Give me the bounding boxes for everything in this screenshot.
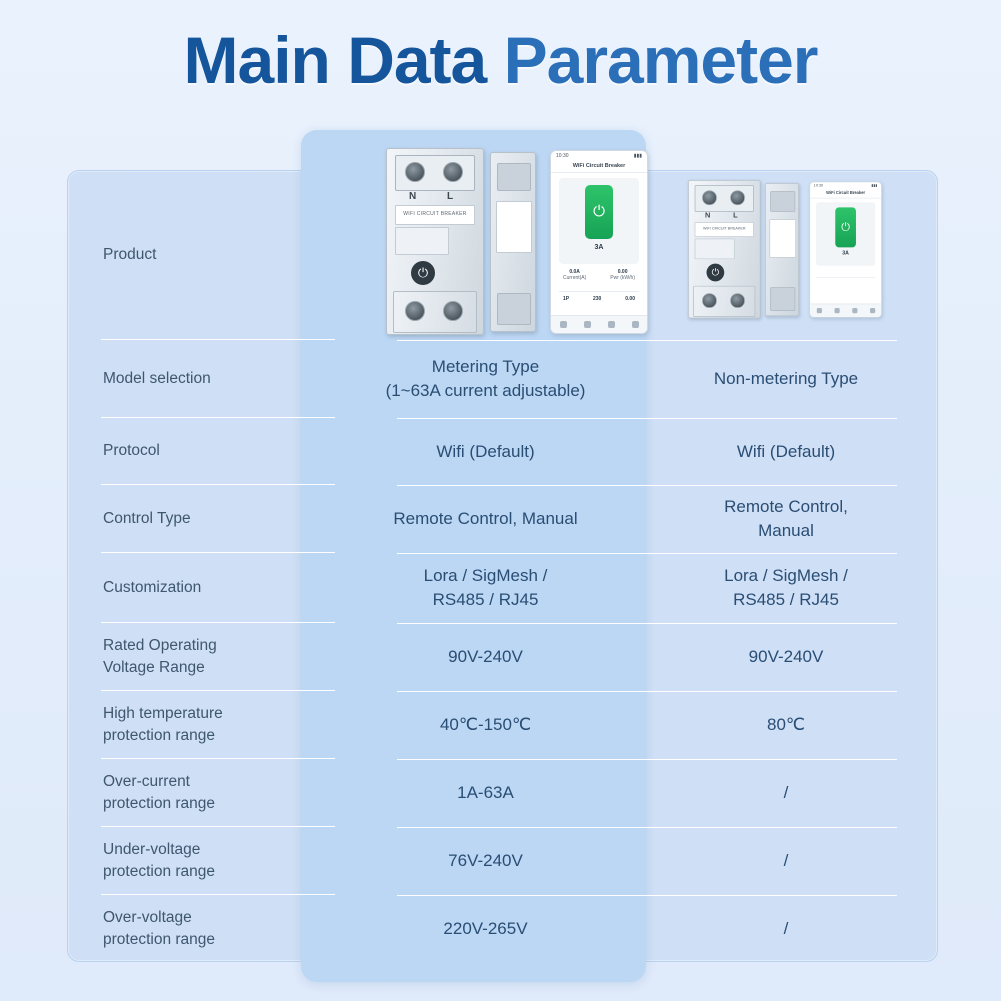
settings-icon[interactable] (632, 321, 639, 328)
phone-metrics-row-2 (551, 296, 647, 302)
table-row (67, 827, 936, 895)
table-row (67, 340, 936, 418)
row-value-metering-text: 90V-240V (448, 647, 523, 667)
value-divider (667, 553, 897, 554)
value-divider (397, 340, 699, 341)
settings-icon[interactable] (870, 308, 875, 313)
row-label (67, 827, 335, 895)
page-title-part2: Parameter (503, 23, 818, 97)
phone-metric-value: 0.00 (617, 268, 628, 275)
brand-strip-text: WIFI CIRCUIT BREAKER (703, 226, 746, 232)
side-clip (497, 163, 531, 191)
timer-icon[interactable] (852, 308, 857, 313)
row-value-non-metering-text: / (783, 851, 789, 871)
phone-app-title: WiFi Circuit Breaker (826, 190, 866, 196)
side-label (496, 201, 532, 253)
row-value-non-metering-text: Non-metering Type (713, 369, 859, 389)
phone-metric (593, 296, 601, 302)
value-divider (397, 418, 699, 419)
table-row (67, 623, 936, 691)
brand-strip (695, 222, 754, 237)
row-label (67, 759, 335, 827)
chart-icon[interactable] (834, 308, 839, 313)
row-value-metering (335, 691, 636, 759)
table-row (67, 691, 936, 759)
value-divider (667, 623, 897, 624)
terminal-hole (405, 162, 425, 182)
row-value-metering-text: Metering Type (1~63A current adjustable) (385, 357, 586, 400)
row-value-non-metering (636, 691, 936, 759)
row-value-metering-text: Wifi (Default) (436, 441, 535, 461)
value-divider (667, 340, 897, 341)
row-value-metering (335, 895, 636, 963)
terminal-hole (702, 293, 717, 308)
row-value-metering (335, 759, 636, 827)
side-clip (770, 191, 795, 212)
table-row (67, 759, 936, 827)
info-strip (695, 238, 735, 259)
page-title (0, 22, 1001, 98)
phone-status-icons: ▮▮▮ (633, 152, 642, 159)
row-value-metering (335, 553, 636, 623)
row-value-metering-text: Lora / SigMesh / RS485 / RJ45 (423, 566, 548, 609)
app-phone-non-metering (809, 181, 882, 317)
value-divider (397, 827, 699, 828)
terminal-label-l: L (447, 191, 454, 202)
row-value-non-metering-text: Lora / SigMesh / RS485 / RJ45 (724, 566, 848, 609)
value-divider (397, 895, 699, 896)
row-label (67, 895, 335, 963)
phone-metric-value: 0.0A (569, 268, 580, 275)
phone-status-bar (551, 153, 647, 159)
timer-icon[interactable] (608, 321, 615, 328)
row-value-non-metering (636, 759, 936, 827)
terminal-hole (405, 301, 425, 321)
row-value-metering-text: Remote Control, Manual (393, 509, 578, 529)
row-label (67, 623, 335, 691)
phone-metric-label: Pwr (kW/h) (610, 274, 635, 281)
phone-metric-value: 1P (562, 295, 570, 302)
value-divider (397, 691, 699, 692)
row-label-text: Control Type (103, 509, 191, 527)
terminal-hole (443, 301, 463, 321)
row-value-non-metering (636, 553, 936, 623)
value-divider (667, 485, 897, 486)
breaker-side-profile-metering (490, 152, 536, 332)
phone-metric (610, 269, 635, 281)
terminal-hole (702, 190, 717, 205)
row-label-text: Protocol (103, 442, 160, 460)
app-phone-metering (550, 150, 648, 334)
row-label (67, 691, 335, 759)
phone-app-title: WiFi Circuit Breaker (572, 162, 626, 169)
phone-status-time: 10:30 (556, 152, 569, 159)
row-value-non-metering (636, 418, 936, 485)
phone-metric-label: Current(A) (562, 274, 587, 281)
terminal-label-l: L (733, 211, 738, 220)
phone-divider (559, 291, 639, 292)
phone-divider (551, 172, 647, 173)
terminal-label-n: N (409, 191, 417, 202)
row-label-text: Over-current protection range (103, 772, 216, 812)
phone-metrics-row (551, 269, 647, 281)
terminal-label-n: N (705, 211, 711, 220)
phone-divider (810, 197, 881, 198)
value-divider (667, 827, 897, 828)
side-clip (497, 293, 531, 325)
side-clip (770, 287, 795, 311)
phone-power-toggle[interactable]: ⏻ (835, 207, 856, 247)
home-icon[interactable] (816, 308, 821, 313)
brand-strip (395, 205, 475, 225)
phone-divider (816, 277, 875, 278)
row-value-metering (335, 418, 636, 485)
row-value-non-metering-text: 90V-240V (748, 647, 824, 667)
value-divider (667, 691, 897, 692)
value-divider (667, 895, 897, 896)
value-divider (397, 759, 699, 760)
row-label (67, 340, 335, 418)
table-row (67, 895, 936, 963)
breaker-side-profile-non-metering (765, 183, 799, 316)
row-label-text: Over-voltage protection range (103, 908, 216, 948)
row-label: Product (103, 245, 157, 263)
phone-metric (563, 269, 586, 281)
page-title-part1: Main Data (183, 23, 487, 97)
power-icon: ⏻ (707, 264, 725, 282)
row-value-non-metering-text: / (783, 919, 789, 939)
row-value-metering (335, 485, 636, 553)
row-value-metering-text: 40℃-150℃ (439, 715, 532, 735)
side-label (769, 219, 796, 257)
phone-nav-bar[interactable] (810, 303, 881, 316)
row-label (67, 553, 335, 623)
row-label-text: Customization (103, 578, 202, 596)
row-label-text: Rated Operating Voltage Range (103, 636, 217, 676)
row-label-text: Model selection (103, 369, 211, 387)
phone-status-bar (810, 183, 881, 187)
breaker-device-metering (386, 148, 484, 335)
brand-strip-text: WIFI CIRCUIT BREAKER (403, 211, 467, 217)
row-value-metering (335, 827, 636, 895)
phone-nav-bar[interactable] (551, 315, 647, 333)
phone-metric-value: 230 (593, 295, 602, 302)
row-value-metering-text: 1A-63A (457, 783, 514, 803)
product-image-non-metering (688, 180, 882, 318)
row-value-non-metering (636, 895, 936, 963)
breaker-device-non-metering (688, 180, 761, 318)
phone-status-time: 10:30 (813, 183, 824, 188)
phone-main-value: 3A (594, 243, 604, 251)
info-strip (395, 227, 449, 255)
row-label-text: Under-voltage protection range (103, 840, 216, 880)
chart-icon[interactable] (584, 321, 591, 328)
row-label-text: High temperature protection range (103, 704, 223, 744)
table-row (67, 485, 936, 553)
value-divider (667, 418, 897, 419)
terminal-hole (730, 293, 745, 308)
phone-metric (625, 296, 635, 302)
terminal-hole (443, 162, 463, 182)
row-value-non-metering (636, 827, 936, 895)
row-value-metering-text: 76V-240V (448, 851, 523, 871)
value-divider (397, 485, 699, 486)
row-value-metering-text: 220V-265V (443, 919, 528, 939)
row-value-non-metering-text: / (783, 783, 789, 803)
row-value-metering (335, 623, 636, 691)
value-divider (667, 759, 897, 760)
home-icon[interactable] (560, 321, 567, 328)
row-value-non-metering (636, 485, 936, 553)
row-value-non-metering-text: Wifi (Default) (736, 441, 836, 461)
phone-power-toggle[interactable]: ⏻ (585, 185, 613, 239)
row-label (67, 485, 335, 553)
value-divider (397, 553, 699, 554)
power-icon: ⏻ (411, 261, 435, 285)
product-image-metering (386, 148, 648, 335)
phone-status-icons: ▮▮▮ (871, 183, 878, 188)
row-value-non-metering-text: 80℃ (766, 715, 805, 735)
row-value-non-metering (636, 623, 936, 691)
value-divider (397, 623, 699, 624)
terminal-hole (730, 190, 745, 205)
row-label (67, 418, 335, 485)
table-row (67, 553, 936, 623)
phone-main-value: 3A (842, 250, 849, 256)
table-row (67, 418, 936, 485)
row-value-non-metering (636, 340, 936, 418)
phone-metric (563, 296, 569, 302)
row-value-metering (335, 340, 636, 418)
phone-metric-value: 0.00 (625, 295, 635, 302)
row-value-non-metering-text: Remote Control, Manual (724, 497, 848, 540)
